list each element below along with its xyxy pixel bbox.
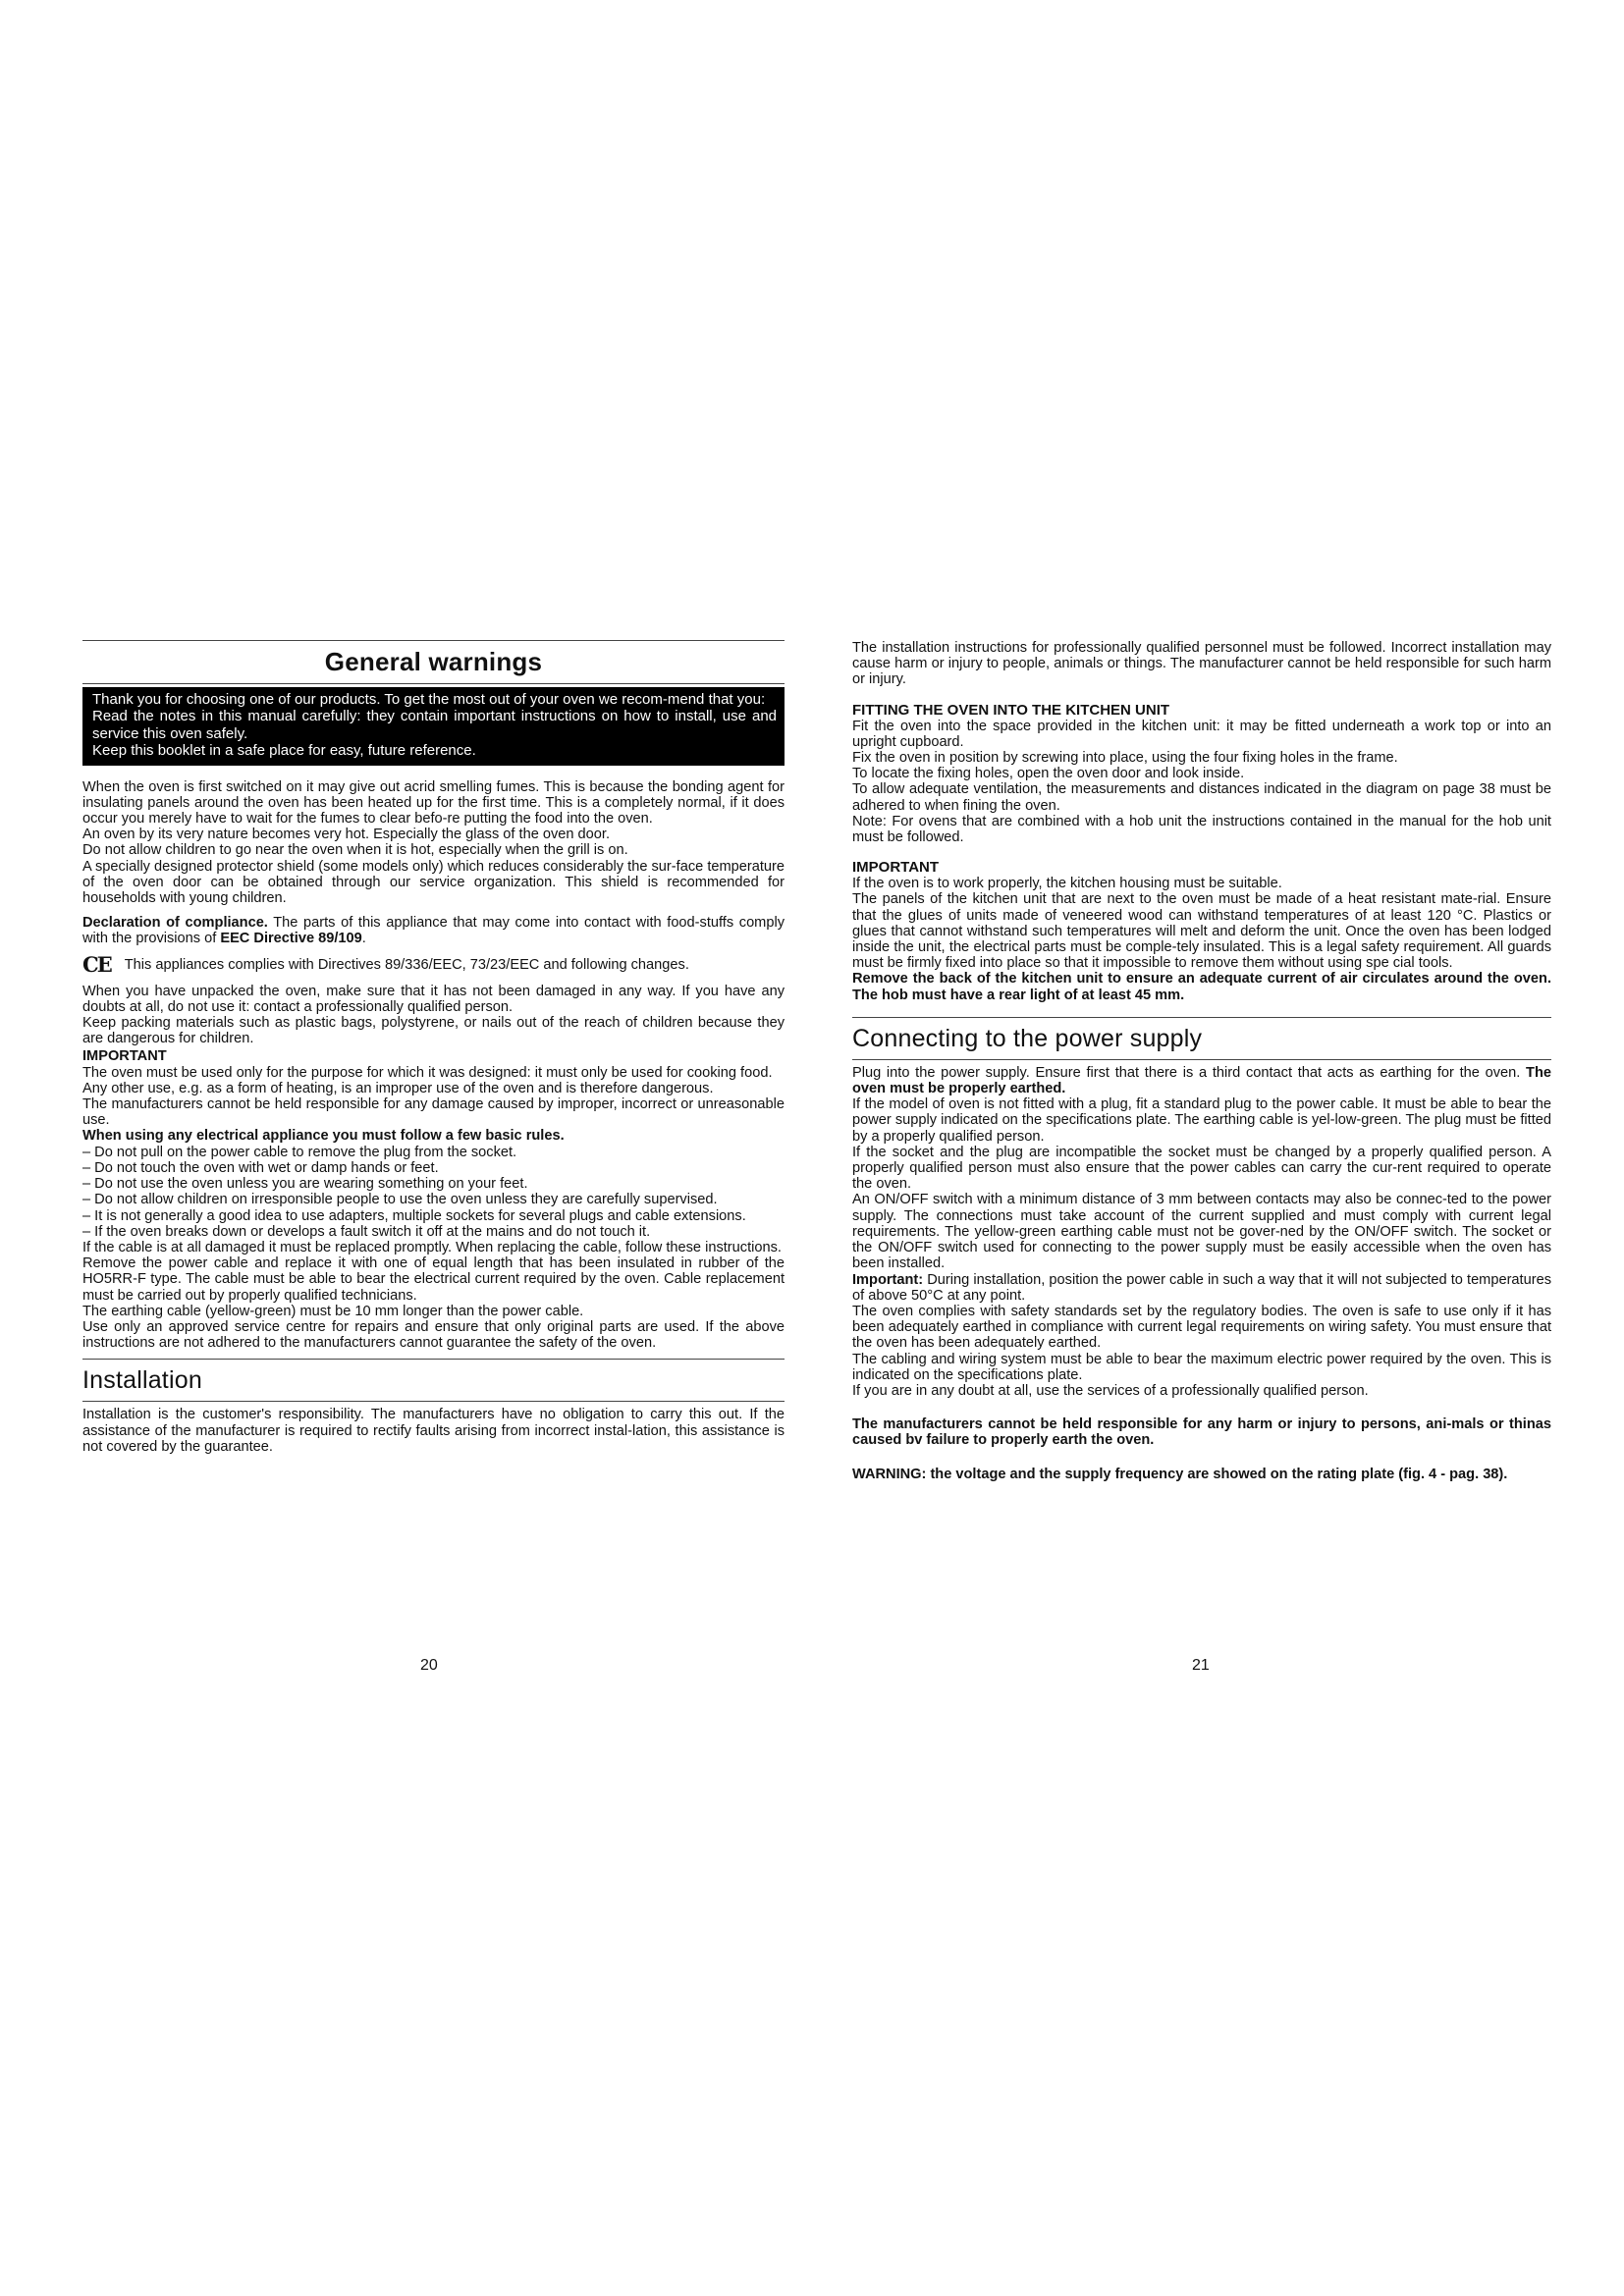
installation-rule-bottom (82, 1401, 785, 1402)
fitting-text-2: Fix the oven in position by screwing into place, using the four fixing holes in the frame. (852, 750, 1398, 767)
declaration-text: The parts of this appliance that may come into contact with food-stuffs comply with the provisions of (82, 915, 785, 947)
cable-position-body: During installation, position the power cable in such a way that it will not subjected to temperatures of above 50°C at any point. (852, 1271, 1551, 1304)
fitting-text-3: To locate the fixing holes, open the oven door and look inside. (852, 766, 1245, 782)
installation-text: Installation is the customer's responsibility. The manufacturers have no obligation to carry this out. If the assistance of the manufacturer is required to rectify faults arising from incorrect instal-lation, this assistance is not covered by the guarantee. (82, 1407, 785, 1455)
fitting-note-text: Note: For ovens that are combined with a hob unit the instructions contained in the manual for the hob unit must be followed. (852, 813, 1551, 846)
important-label: Important: (852, 1271, 924, 1288)
page-number-right: 21 (1192, 1657, 1210, 1674)
unpacking-text: When you have unpacked the oven, make sure that it has not been damaged in any way. If you have any doubts at all, do not use it: contact a professionally qualified person. (82, 983, 785, 1015)
children-warning-text: Do not allow children to go near the oven when it is hot, especially when the grill is on. (82, 842, 628, 859)
installation-rule-top (82, 1359, 785, 1360)
earthing-contact-text (852, 1065, 1551, 1096)
declaration-of-compliance (82, 915, 785, 946)
title-rule-top (82, 640, 785, 641)
notice-line-1: Thank you for choosing one of our products. To get the most out of your oven we recom-mend that you: (92, 691, 766, 708)
intended-use-text: The oven must be used only for the purpose for which it was designed: it must only be used for cooking food. (82, 1064, 773, 1081)
rule-item: – Do not pull on the power cable to remove the plug from the socket. (82, 1144, 517, 1160)
power-rule-top (852, 1017, 1551, 1018)
declaration-end: . (361, 931, 366, 947)
first-use-fumes-text: When the oven is first switched on it may give out acrid smelling fumes. This is because the bonding agent for insulating panels around the oven has been heated up for the first time. This is a completely normal, if it does occur you merely have to wait for the fumes to clear befo-re putting the food into the oven. (82, 778, 785, 828)
important-heading-right: IMPORTANT (852, 859, 940, 877)
left-page (82, 640, 785, 1455)
thank-you-notice (82, 687, 785, 766)
liability-warning-text: The manufacturers cannot be held responsible for any harm or injury to persons, ani-mals or thinas caused bv failure to properly earth the oven. (852, 1416, 1551, 1449)
qualified-person-text: If you are in any doubt at all, use the services of a professionally qualified person. (852, 1382, 1369, 1399)
power-supply-title: Connecting to the power supply (852, 1024, 1203, 1052)
voltage-warning-text: WARNING: the voltage and the supply frequency are showed on the rating plate (fig. 4 - pag. 38). (852, 1466, 1508, 1482)
panels-text: The panels of the kitchen unit that are next to the oven must be made of a heat resistant mate-rial. Ensure that the glues of units made of veneered wood can withstand temperatures of at least 120 °C. Plastics or glues that cannot withstand such temperatures will melt and deform the unit. Once the oven has been lodged inside the unit, the electrical parts must be comple-tely insulated. This is a legal safety requirement. All guards must be firmly fixed into place so that it impossible to remove them without using spe cial tools. (852, 891, 1551, 972)
protector-shield-text: A specially designed protector shield (some models only) which reduces considerably the sur-face temperature of the oven door can be obtained through our service organization. This shield is recommended for households with young children. (82, 858, 785, 907)
ventilation-warning-text: Remove the back of the kitchen unit to ensure an adequate current of air circulates around the oven. The hob must have a rear light of at least 45 mm. (852, 971, 1551, 1003)
declaration-label: Declaration of compliance. (82, 915, 268, 932)
safety-standards-text: The oven complies with safety standards set by the regulatory bodies. The oven is safe to use only if it has been adequately earthed in compliance with current legal requirements on wiring safety. You must ensure that the oven has been adequately earthed. (852, 1303, 1551, 1352)
rule-item: – Do not touch the oven with wet or damp hands or feet. (82, 1159, 439, 1176)
improper-use-text: Any other use, e.g. as a form of heating, is an improper use of the oven and is therefore dangerous. (82, 1080, 714, 1096)
fitting-heading: FITTING THE OVEN INTO THE KITCHEN UNIT (852, 701, 1170, 719)
earthing-cable-text: The earthing cable (yellow-green) must be 10 mm longer than the power cable. (82, 1303, 584, 1319)
packing-materials-text: Keep packing materials such as plastic bags, polystyrene, or nails out of the reach of children because they are dangerous for children. (82, 1015, 785, 1047)
cable-position-text (852, 1272, 1551, 1304)
ce-mark-icon: CE (82, 951, 111, 977)
rule-item: – If the oven breaks down or develops a fault switch it off at the mains and do not touch it. (82, 1223, 651, 1240)
directive-reference: EEC Directive 89/109 (220, 931, 362, 947)
right-page (852, 640, 1551, 1482)
on-off-switch-text: An ON/OFF switch with a minimum distance of 3 mm between contacts may also be connec-ted to the power supply. The connections must take account of the current supplied and must comply with current legal requirements. The yellow-green earthing cable must not be gover-ned by the ON/OFF switch. The socket or the ON/OFF switch used for connecting to the power supply must be easily accessible when the oven has been installed. (852, 1192, 1551, 1272)
installation-intro-text: The installation instructions for professionally qualified personnel must be followed. Incorrect installation may cause harm or injury to people, animals or things. The manufacturer cannot be held responsible for such harm or injury. (852, 640, 1551, 688)
service-centre-text: Use only an approved service centre for repairs and ensure that only original parts are used. If the above instructions are not adhered to the manufacturers cannot guarantee the safety of the oven. (82, 1318, 785, 1352)
cable-damage-text: If the cable is at all damaged it must be replaced promptly. When replacing the cable, follow these instructions. (82, 1239, 782, 1255)
properly-earthed-text: The oven must be properly earthed. (852, 1064, 1551, 1097)
liability-text: The manufacturers cannot be held responsible for any damage caused by improper, incorrect or unreasonable use. (82, 1096, 785, 1129)
fitting-text-4: To allow adequate ventilation, the measurements and distances indicated in the diagram on page 38 must be adhered to when fining the oven. (852, 781, 1551, 814)
plug-fitting-text: If the model of oven is not fitted with a plug, fit a standard plug to the power cable. It must be able to bear the power supply indicated on the specifications plate. The earthing cable is yel-low-green. The plug must be fitted by a properly qualified person. (852, 1096, 1551, 1145)
ce-compliance-text: This appliances complies with Directives 89/336/EEC, 73/23/EEC and following changes. (124, 956, 689, 973)
cable-replacement-text: Remove the power cable and replace it with one of equal length that has been insulated in rubber of the HO5RR-F type. The cable must be able to bear the electrical current required by the oven. Cable replacement must be carried out by properly qualified technicians. (82, 1255, 785, 1304)
fitting-text-1: Fit the oven into the space provided in the kitchen unit: it may be fitted underneath a work top or into an upright cupboard. (852, 718, 1551, 750)
important-heading: IMPORTANT (82, 1048, 167, 1065)
rule-item: – Do not allow children on irresponsible people to use the oven unless they are carefully supervised. (82, 1192, 718, 1208)
power-rule-bottom (852, 1059, 1551, 1060)
plug-in-text: Plug into the power supply. Ensure first that there is a third contact that acts as earthing for the oven. (852, 1064, 1521, 1081)
general-warnings-title: General warnings (324, 647, 543, 676)
housing-text: If the oven is to work properly, the kitchen housing must be suitable. (852, 876, 1282, 892)
cabling-text: The cabling and wiring system must be able to bear the maximum electric power required by the oven. This is indicated on the specifications plate. (852, 1351, 1551, 1383)
installation-title: Installation (82, 1366, 202, 1395)
ce-compliance-line (82, 951, 785, 977)
title-rule-bottom (82, 683, 785, 684)
oven-hot-text: An oven by its very nature becomes very hot. Especially the glass of the oven door. (82, 827, 611, 843)
rule-item: – It is not generally a good idea to use adapters, multiple sockets for several plugs and cable extensions. (82, 1207, 746, 1224)
page-number-left: 20 (420, 1657, 438, 1674)
socket-text: If the socket and the plug are incompatible the socket must be changed by a properly qualified person. A properly qualified person must also ensure that the power cables can carry the cur-rent required to operate the oven. (852, 1144, 1551, 1193)
rule-item: – Do not use the oven unless you are wearing something on your feet. (82, 1176, 528, 1193)
notice-line-2: Read the notes in this manual carefully: they contain important instructions on how to install, use and service this oven safely. (92, 708, 777, 742)
notice-line-3: Keep this booklet in a safe place for easy, future reference. (92, 742, 476, 760)
basic-rules-heading: When using any electrical appliance you must follow a few basic rules. (82, 1128, 565, 1145)
